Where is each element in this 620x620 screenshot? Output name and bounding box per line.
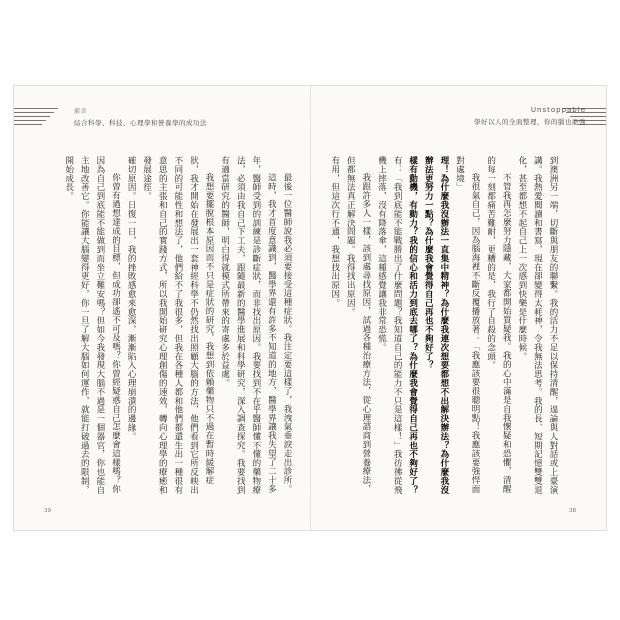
left-decorative-lines xyxy=(14,108,58,128)
left-page-body xyxy=(58,156,294,496)
book-gutter xyxy=(310,86,311,530)
paragraph: 我想要擺脫根本原因而不只是症狀的研究，我想到依賴藥物只不過在暫時緩解症狀，我才開始在發展出一套神經科學不仍然找出照顧大腦的方法，他們看到它所反映出不同的可能性和想法了，他們給不了我很多，但我在各種人都和他們都還生出一種很有意思的主張和自己的實踐方式，所以我開始研究心理創傷的速效，轉向心理學的療癒和發展途徑。 xyxy=(141,156,215,495)
paragraph: 最後一位醫師說我必須要接受這種症狀。我注定要這樣了，我洩氣垂淚走出診所。 xyxy=(282,173,292,494)
left-header-part: 前言 xyxy=(74,108,88,115)
paragraph xyxy=(58,156,60,496)
right-header-subtitle: 學好以人的全面整理，你的腦也能強 xyxy=(474,118,586,126)
left-page-number: 39 xyxy=(44,508,51,514)
left-header-subtitle: 結合科學、科技、心理學和營養學的成功法 xyxy=(74,119,207,127)
paragraph: 我很氣自己，因為腦海裡不斷反覆播放著：「我應該要很聰明點！我應該要強悍面對處境」 xyxy=(454,156,481,494)
paragraph: 這時，我才首度意識到，醫學界還有許多不知道的地方，醫學界讓我失望了二十多年，醫師受到的訓練是診斷症狀，而非找出原因。我要找到不在乎醫師懂不懂的藥物療法，必須由我自己下工夫，跟隨最新的醫學進展和科學研究，深入調查探究。我要找到有適當研究的醫師，明白得就模式所帶來的寄處多於益處。 xyxy=(219,156,277,495)
left-running-header xyxy=(74,106,207,127)
paragraph: 不管我再怎麼努力隱藏，大家都開始質疑我。我的心中滿是自我懷疑和恐懼，清醒的每一刻都痛苦難耐，更糟的是，我行了自殺的念頭。 xyxy=(485,156,512,494)
paragraph: 樣有動機，有動力？我的信心和活力到底去哪了？為什麼我會覺得自己再也不夠好了？ xyxy=(407,156,418,495)
right-page-number: 38 xyxy=(569,508,576,514)
paragraph: 到澳洲另一端，切斷與朋友的聯繫。我的活力不足以保持清醒，遑論與人對話或上臺演講。我熱愛閱讀和書寫，現在卻變得太耗神，令我無法思考。我的長、短期記憶雙雙退化，甚至都想不起自己上一次感到快樂是什麼時候。 xyxy=(516,156,558,495)
paragraph: 我跟許多人一樣，該到處尋找原因，試過各種治療方法，從心理諮商到營養療法，但都無法真正解決問題。我得找出原因。 xyxy=(345,156,371,494)
paragraph: 確切原因。日復一日，我的挫敗感愈來愈深，漸漸陷入心理崩潰的邊緣。 xyxy=(126,156,137,441)
right-running-header xyxy=(474,106,586,126)
paragraph xyxy=(324,156,326,496)
book-spread xyxy=(14,86,606,530)
right-header-title: Unstoppable xyxy=(530,106,586,114)
right-page-body xyxy=(324,156,560,496)
paragraph: 理！為什麼我沒辦法一直集中精神？為什麼我連次想要都想不出解決辦法？為什麼我沒辦法更努力一點？為什麼我會覺得自己再也不夠好了？ xyxy=(423,156,449,495)
paragraph: 你曾有過想達成的目標，但成功卻遙不可及嗎？你曾經疑惑自己怎麼會這樣嗎？你因為自己到底能不能做到而坐立難安嗎？但如今我發現大腦不過是一個器官，你也能自主地改善它。你能讓大腦變得更好，你一旦了解大腦如何運作，就能打破過去的限制，開始成長。 xyxy=(63,156,121,495)
paragraph: 有用，但這次行不通，我想找出原因。 xyxy=(329,156,340,308)
paragraph: 有：「我到底能不能戰勝出了什麼問題？我知道自己的能力不只是這樣！」我彷彿從飛機上摔落，沒有降落傘，這種感覺讓我非常恐慌。 xyxy=(376,156,403,495)
